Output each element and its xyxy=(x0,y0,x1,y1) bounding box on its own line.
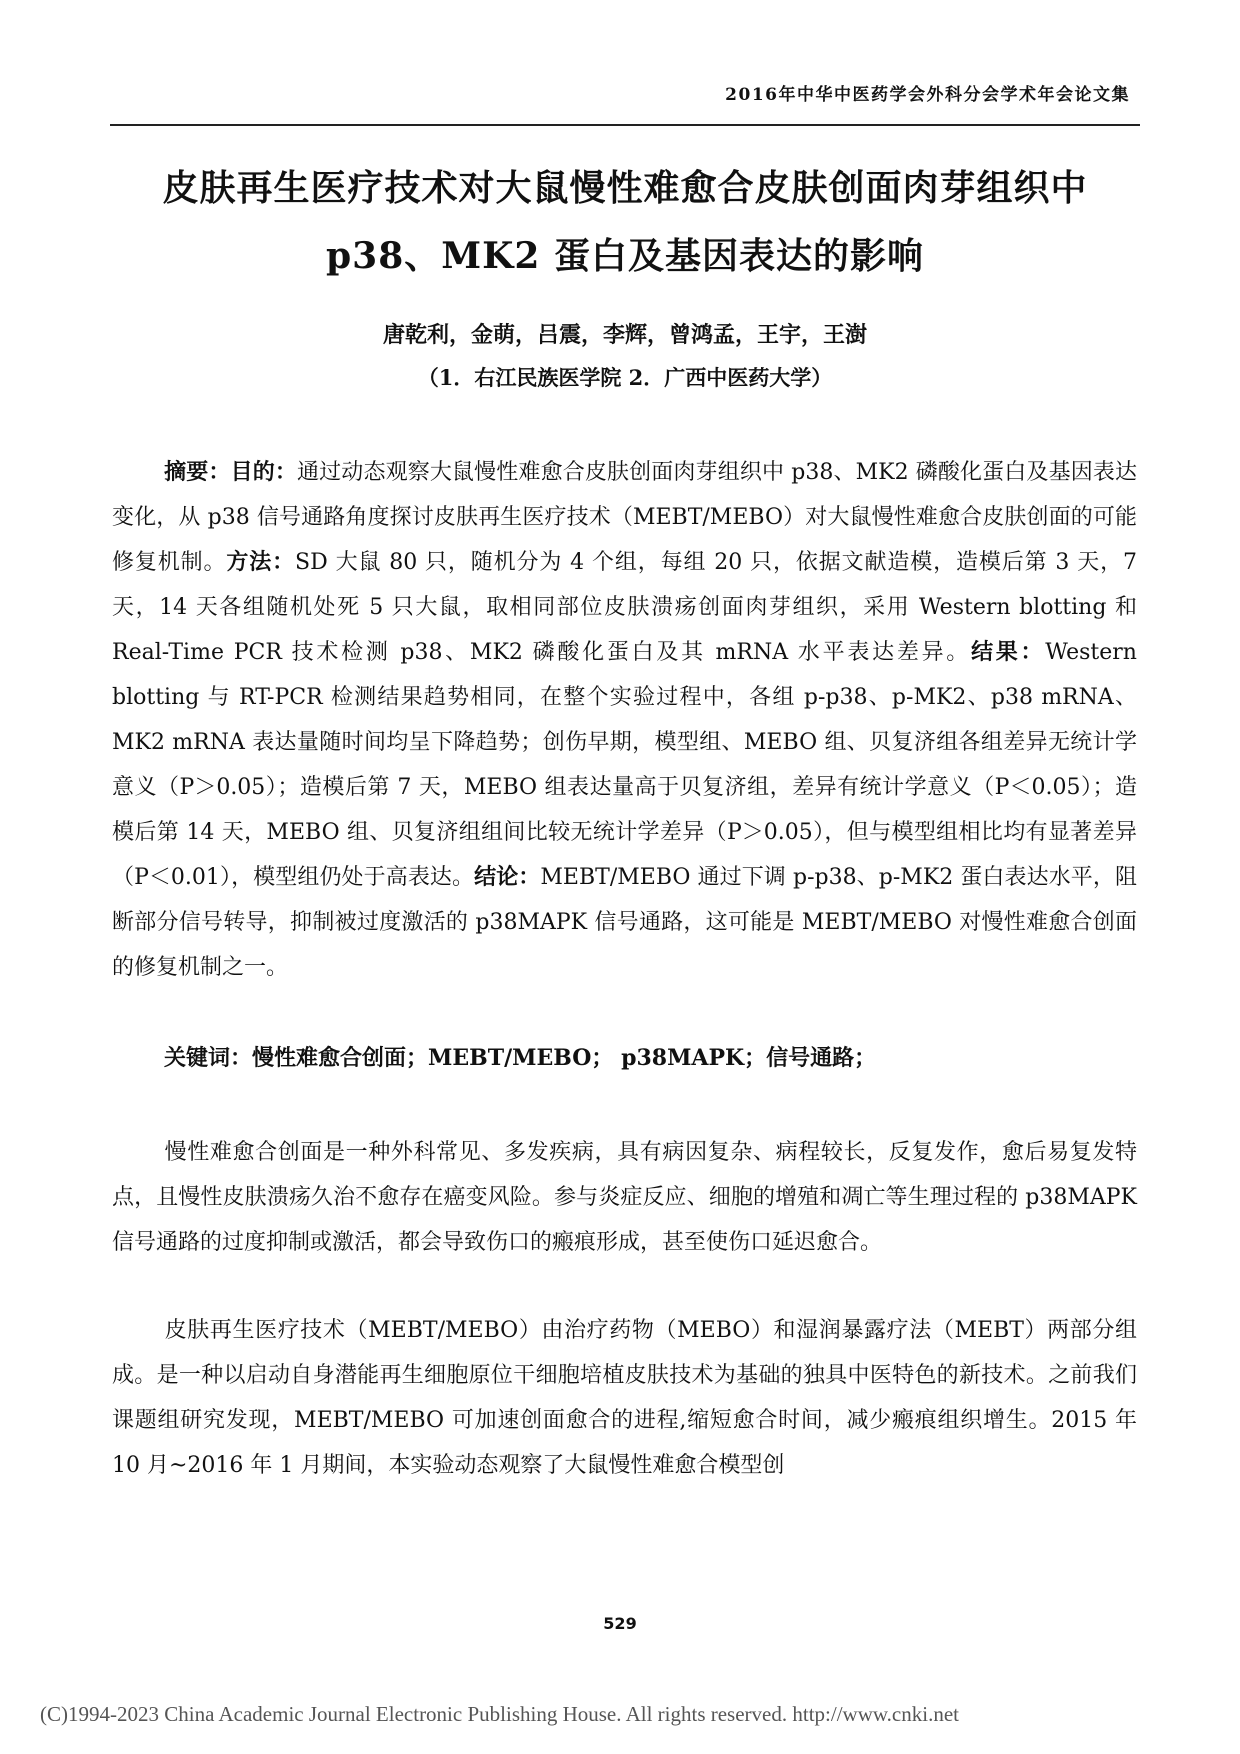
intro-paragraph-1 xyxy=(112,1130,1137,1265)
results-text: Western blotting 与 RT-PCR 检测结果趋势相同，在整个实验过程中，各组 p-p38、p-MK2、p38 mRNA、MK2 mRNA 表达量随时间均呈下降趋势；创伤早期，模型组、MEBO 组、贝复济组各组差异无统计学意义（P＞0.05）；造模后第 7 天，MEBO 组表达量高于贝复济组，差异有统计学意义（P＜0.05）；造模后第 14 天，MEBO 组、贝复济组组间比较无统计学差异（P＞0.05），但与模型组相比均有显著差异（P＜0.01），模型组仍处于高表达。 xyxy=(112,640,1137,890)
objective-text: 通过动态观察大鼠慢性难愈合皮肤创面肉芽组织中 p38、MK2 磷酸化蛋白及基因表达变化，从 p38 信号通路角度探讨皮肤再生医疗技术（MEBT/MEBO）对大鼠慢性难愈合皮肤创面的可能修复机制。 xyxy=(112,460,1137,575)
objective-label: 目的： xyxy=(230,459,298,485)
conclusion-text: MEBT/MEBO 通过下调 p-p38、p-MK2 蛋白表达水平，阻断部分信号转导，抑制被过度激活的 p38MAPK 信号通路，这可能是 MEBT/MEBO 对慢性难愈合创面的修复机制之一。 xyxy=(112,865,1137,980)
title-line-2: p38、MK2 蛋白及基因表达的影响 xyxy=(326,235,924,277)
results-label: 结果： xyxy=(971,639,1046,665)
abstract-label: 摘要： xyxy=(164,459,231,485)
copyright-footer: (C)1994-2023 China Academic Journal Electronic Publishing House. All rights reserved. http://www.cnki.net xyxy=(40,1702,959,1726)
running-header: 2016年中华中医药学会外科分会学术年会论文集 xyxy=(725,85,1130,105)
methods-text: SD 大鼠 80 只，随机分为 4 个组，每组 20 只，依据文献造模，造模后第 3 天，7 天，14 天各组随机处死 5 只大鼠，取相同部位皮肤溃疡创面肉芽组织，采用 Western blotting 和 Real-Time PCR 技术检测 p38、MK2 磷酸化蛋白及其 mRNA 水平表达差异。 xyxy=(112,550,1137,665)
keywords xyxy=(112,1036,1137,1081)
intro-paragraph-2 xyxy=(112,1308,1137,1488)
authors: 唐乾利，金萌，吕震，李辉，曾鸿孟，王宇，王澍 xyxy=(382,322,867,348)
title-line-1: 皮肤再生医疗技术对大鼠慢性难愈合皮肤创面肉芽组织中 xyxy=(162,167,1088,209)
affiliations: （1．右江民族医学院 2．广西中医药大学） xyxy=(417,365,833,390)
conclusion-label: 结论： xyxy=(474,864,541,890)
abstract xyxy=(112,450,1137,990)
intro-paragraph-1-text: 慢性难愈合创面是一种外科常见、多发疾病，具有病因复杂、病程较长，反复发作，愈后易复发特点，且慢性皮肤溃疡久治不愈存在癌变风险。参与炎症反应、细胞的增殖和凋亡等生理过程的 p38MAPK 信号通路的过度抑制或激活，都会导致伤口的瘢痕形成，甚至使伤口延迟愈合。 xyxy=(112,1140,1137,1255)
keywords-text: 关键词：慢性难愈合创面；MEBT/MEBO； p38MAPK；信号通路； xyxy=(164,1045,877,1071)
methods-label: 方法： xyxy=(226,549,295,575)
header-rule xyxy=(110,124,1140,126)
intro-paragraph-2-text: 皮肤再生医疗技术（MEBT/MEBO）由治疗药物（MEBO）和湿润暴露疗法（MEBT）两部分组成。是一种以启动自身潜能再生细胞原位干细胞培植皮肤技术为基础的独具中医特色的新技术。之前我们课题组研究发现，MEBT/MEBO 可加速创面愈合的进程,缩短愈合时间，减少瘢痕组织增生。2015 年 10 月~2016 年 1 月期间，本实验动态观察了大鼠慢性难愈合模型创 xyxy=(112,1318,1137,1478)
page-number: 529 xyxy=(603,1614,637,1633)
